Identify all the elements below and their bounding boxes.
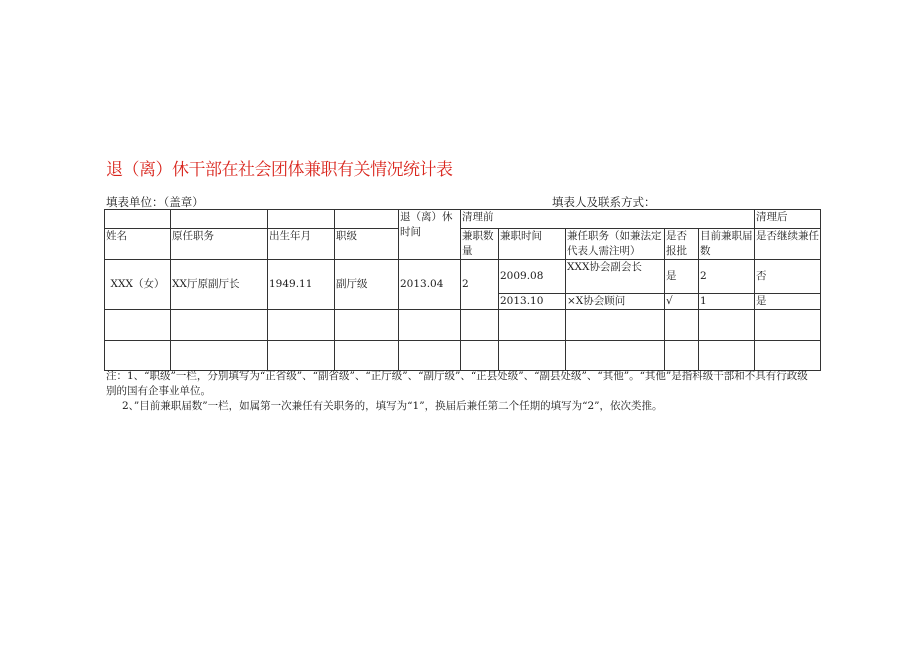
header-current-terms: 目前兼职届数 (699, 229, 755, 260)
header-name: 姓名 (105, 229, 171, 260)
cell-part-position: XXX协会副会长 (566, 260, 665, 294)
cell-part-time: 2009.08 (499, 260, 566, 294)
empty-table-row (105, 310, 821, 341)
header-before-cleanup: 清理前 (461, 210, 755, 229)
header-continue: 是否继续兼任 (755, 229, 821, 260)
header-approved: 是否报批 (665, 229, 699, 260)
cell-part-time: 2013.10 (499, 294, 566, 310)
cell-continue: 否 (755, 260, 821, 294)
cell-birth: 1949.11 (268, 260, 335, 310)
empty-table-row (105, 341, 821, 371)
header-blank-cell (335, 210, 399, 229)
cell-current-terms: 1 (699, 294, 755, 310)
contact-label: 填表人及联系方式： (552, 195, 656, 209)
cell-continue: 是 (755, 294, 821, 310)
filling-unit-label: 填表单位：（盖章） (106, 195, 204, 209)
cell-rank: 副厅级 (335, 260, 399, 310)
header-part-position: 兼任职务（如兼法定代表人需注明） (566, 229, 665, 260)
cell-original-position: XX厅原副厅长 (171, 260, 268, 310)
note-item: 注：1、“职级”一栏，分别填写为“正省级”、“副省级”、“正厅级”、“副厅级”、“正县处级”、“副县处级”、“其他”。“其他”是指科级干部和不具有行政级别的国有企事业单位。 (106, 370, 808, 397)
notes-section (106, 369, 818, 414)
cell-current-terms: 2 (699, 260, 755, 294)
cell-approved: 是 (665, 260, 699, 294)
header-original-position: 原任职务 (171, 229, 268, 260)
header-retire-time: 退（离）休时间 (399, 210, 461, 260)
header-blank-cell (171, 210, 268, 229)
cell-retire-time: 2013.04 (399, 260, 461, 310)
header-blank-cell (105, 210, 171, 229)
cell-approved: √ (665, 294, 699, 310)
header-rank: 职级 (335, 229, 399, 260)
header-after-cleanup: 清理后 (755, 210, 821, 229)
header-birth: 出生年月 (268, 229, 335, 260)
document-title: 退（离）休干部在社会团体兼职有关情况统计表 (106, 160, 453, 180)
header-blank-cell (268, 210, 335, 229)
statistics-table (104, 209, 821, 371)
statistics-table-container (104, 209, 821, 371)
cell-count: 2 (461, 260, 499, 310)
cell-part-position: ×X协会顾问 (566, 294, 665, 310)
cell-name: XXX（女） (105, 260, 171, 310)
header-count: 兼职数量 (461, 229, 499, 260)
note-item: 2、”目前兼职届数”一栏，如属第一次兼任有关职务的，填写为“1”，换届后兼任第二个任期的填写为“2”，依次类推。 (122, 400, 663, 412)
header-part-time: 兼职时间 (499, 229, 566, 260)
